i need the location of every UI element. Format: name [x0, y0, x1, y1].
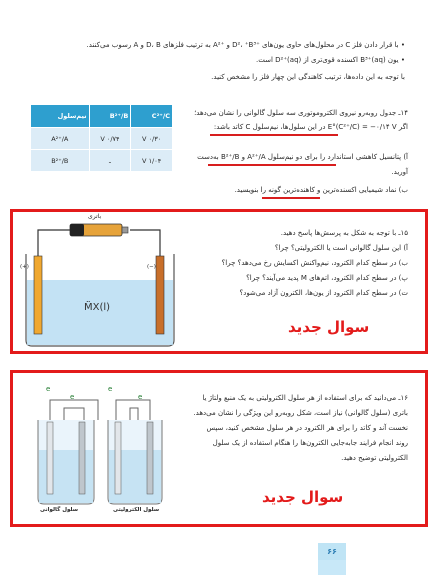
q16-line-4: روند انجام فرایند جابه‌جایی الکترون‌ها را هنگام استفاده از یک سلول — [212, 439, 408, 447]
table-cell: ـ — [89, 150, 131, 172]
table-row — [31, 128, 173, 150]
page-number-tab — [318, 560, 346, 575]
cells-diagram — [20, 380, 180, 515]
q15-line-1: ۱۵ـ با توجه به شکل به پرسش‌ها پاسخ دهید. — [280, 229, 408, 237]
q15-line-4: پ) در سطح کدام الکترود، اتم‌های M پدید می‌آیند؟ چرا؟ — [246, 274, 408, 282]
underline-q14-a — [208, 164, 336, 166]
intro-line-2: • یون (B³⁺(aq اکسنده قوی‌تری از (D²⁺(aq است. — [40, 55, 405, 66]
electron-label-4: e — [138, 393, 143, 401]
table-cell: ۱/۰۴ V — [131, 150, 173, 172]
table-cell: A²⁺/A — [31, 128, 90, 150]
q15-line-5: ت) در سطح کدام الکترود از یون‌ها، الکترون آزاد می‌شود؟ — [239, 289, 408, 297]
q14-part-a-2: آورید. — [391, 168, 408, 176]
q14-line-1: ۱۴ـ جدول روبه‌رو نیروی الکتروموتوری سه سلول گالوانی را نشان می‌دهد؛ — [194, 109, 408, 117]
q16-line-3: نخست آند و کاتد را برای هر الکترود در هر سلول مشخص کنید، سپس — [206, 424, 408, 432]
page-number: ۶۶ — [318, 543, 346, 567]
electron-label-2: e — [70, 393, 75, 401]
battery-label: باتری — [88, 213, 102, 220]
table-header-half-cell: نیم‌سلول — [31, 105, 90, 128]
new-question-label: سوال جدید — [288, 318, 370, 336]
q15-line-2: آ) این سلول گالوانی است یا الکترولیتی؟ چرا؟ — [274, 244, 408, 252]
q14-line-2: اگر E°(C²⁺/C) = −۰/۱۴ V در این سلول‌ها، نیم‌سلول C کاتد باشد: — [213, 123, 408, 131]
intro-line-3: با توجه به این داده‌ها، ترتیب کاهندگی این چهار فلز را مشخص کنید. — [211, 73, 405, 81]
electrolysis-diagram — [20, 218, 180, 348]
electron-label-3: e — [108, 385, 113, 393]
emf-table — [30, 104, 173, 172]
intro-line-1: • با قرار دادن فلز C در محلول‌های حاوی یون‌های ⁺D²، ⁺B³ و ⁺A² به ترتیب فلزهای D، B و A رسوب می‌کنند. — [40, 40, 405, 51]
electrolyte-label: M̈X(l) — [84, 302, 111, 313]
table-row — [31, 150, 173, 172]
q16-line-2: باتری (سلول گالوانی) نیاز است، شکل روبه‌رو این ویژگی را نشان می‌دهد. — [193, 409, 408, 417]
table-cell: B²⁺/B — [31, 150, 90, 172]
q16-line-1: ۱۶ـ می‌دانید که برای استفاده از هر سلول الکترولیتی به یک منبع ولتاژ یا — [202, 394, 408, 402]
q16-line-5: الکترولیتی توضیح دهید. — [341, 454, 408, 462]
minus-sign: (−) — [147, 264, 156, 270]
plus-sign: (+) — [20, 264, 29, 270]
galvanic-cell-label: سلول گالوانی — [40, 507, 79, 513]
q14-part-a-1: آ) پتانسیل کاهشی استاندارد را برای دو نیم‌سلول A²⁺/A و B²⁺/B به‌دست — [197, 153, 408, 161]
table-cell: ۰/۷۴ V — [89, 128, 131, 150]
q14-part-b: ب) نماد شیمیایی اکسنده‌ترین و کاهنده‌ترین گونه را بنویسید. — [234, 186, 408, 194]
electron-label-1: e — [46, 385, 51, 393]
electrolytic-cell-label: سلول الکترولیتی — [113, 507, 160, 513]
table-header-b: B²⁺/B — [89, 105, 131, 128]
table-cell: ۰/۳۰ V — [131, 128, 173, 150]
underline-q14-b — [262, 197, 320, 199]
new-question-label: سوال جدید — [262, 488, 344, 506]
underline-q14 — [210, 134, 338, 136]
table-header-c: C²⁺/C — [131, 105, 173, 128]
table-header-row — [31, 105, 173, 128]
q15-line-3: ب) در سطح کدام الکترود، نیم‌واکنش اکسایش رخ می‌دهد؟ چرا؟ — [221, 259, 408, 267]
